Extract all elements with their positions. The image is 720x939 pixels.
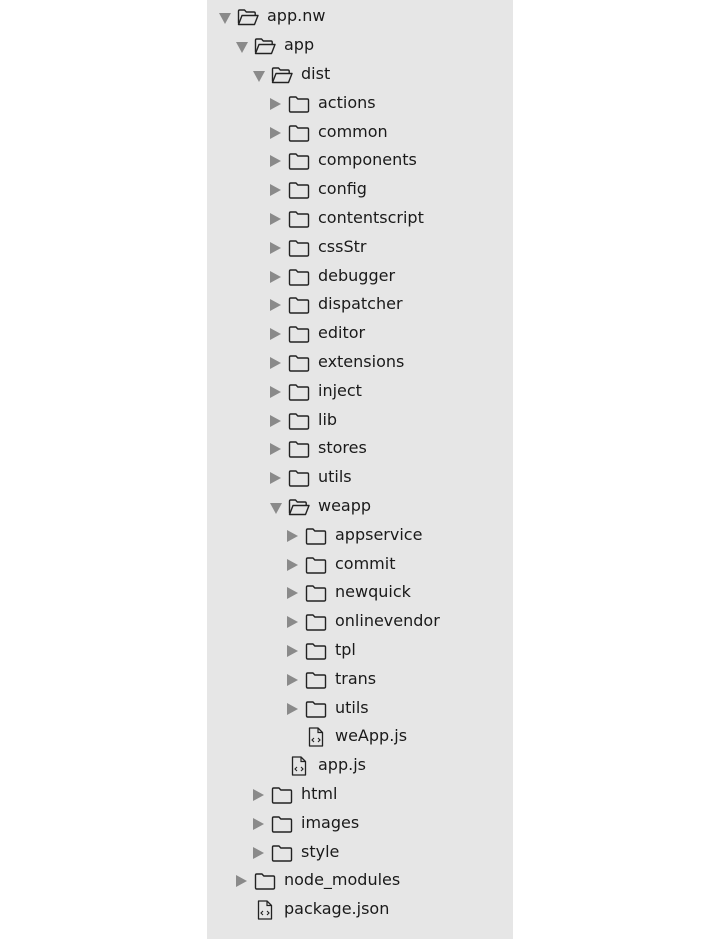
disclosure-collapsed-icon[interactable] <box>270 328 281 340</box>
disclosure-collapsed-icon[interactable] <box>270 98 281 110</box>
tree-item-label: images <box>301 812 360 832</box>
tree-folder-commit[interactable] <box>207 550 513 579</box>
tree-folder-editor[interactable] <box>207 320 513 349</box>
tree-file-app-js[interactable] <box>207 752 513 781</box>
tree-item-label: weapp <box>318 495 372 515</box>
disclosure-collapsed-icon[interactable] <box>270 443 281 455</box>
tree-folder-dispatcher[interactable] <box>207 291 513 320</box>
folder-icon <box>254 872 276 890</box>
disclosure-collapsed-icon[interactable] <box>270 299 281 311</box>
disclosure-collapsed-icon[interactable] <box>270 415 281 427</box>
disclosure-collapsed-icon[interactable] <box>270 386 281 398</box>
folder-icon <box>288 440 310 458</box>
disclosure-collapsed-icon[interactable] <box>287 530 298 542</box>
folder-icon <box>305 700 327 718</box>
tree-folder-contentscript[interactable] <box>207 205 513 234</box>
disclosure-collapsed-icon[interactable] <box>287 587 298 599</box>
tree-folder-appservice[interactable] <box>207 521 513 550</box>
tree-item-label: components <box>318 150 417 170</box>
disclosure-expanded-icon[interactable] <box>236 42 248 53</box>
tree-folder-app[interactable] <box>207 32 513 61</box>
disclosure-collapsed-icon[interactable] <box>270 184 281 196</box>
tree-item-label: config <box>318 179 367 199</box>
folder-icon <box>305 556 327 574</box>
disclosure-collapsed-icon[interactable] <box>270 242 281 254</box>
disclosure-collapsed-icon[interactable] <box>253 847 264 859</box>
folder-open-icon <box>254 37 276 55</box>
tree-item-label: utils <box>335 697 369 717</box>
folder-open-icon <box>288 498 310 516</box>
tree-folder-actions[interactable] <box>207 89 513 118</box>
folder-icon <box>288 181 310 199</box>
tree-folder-html[interactable] <box>207 781 513 810</box>
file-tree <box>207 3 513 925</box>
tree-item-label: weApp.js <box>335 726 408 746</box>
tree-folder-trans[interactable] <box>207 665 513 694</box>
tree-folder-images[interactable] <box>207 809 513 838</box>
tree-folder-newquick[interactable] <box>207 579 513 608</box>
tree-item-label: style <box>301 841 340 861</box>
folder-icon <box>288 296 310 314</box>
tree-item-label: trans <box>335 668 377 688</box>
tree-item-label: dist <box>301 63 331 83</box>
tree-folder-app-nw[interactable] <box>207 3 513 32</box>
tree-item-label: app.js <box>318 755 366 775</box>
tree-folder-lib[interactable] <box>207 406 513 435</box>
tree-folder-style[interactable] <box>207 838 513 867</box>
disclosure-expanded-icon[interactable] <box>253 71 265 82</box>
folder-icon <box>288 469 310 487</box>
folder-icon <box>288 354 310 372</box>
tree-folder-utils[interactable] <box>207 694 513 723</box>
tree-folder-stores[interactable] <box>207 435 513 464</box>
tree-item-label: dispatcher <box>318 294 403 314</box>
tree-folder-onlinevendor[interactable] <box>207 608 513 637</box>
disclosure-collapsed-icon[interactable] <box>270 155 281 167</box>
folder-icon <box>271 786 293 804</box>
tree-folder-dist[interactable] <box>207 61 513 90</box>
tree-folder-utils[interactable] <box>207 464 513 493</box>
tree-item-label: lib <box>318 409 338 429</box>
folder-icon <box>305 584 327 602</box>
tree-folder-node-modules[interactable] <box>207 867 513 896</box>
tree-item-label: inject <box>318 380 362 400</box>
tree-folder-extensions[interactable] <box>207 349 513 378</box>
folder-icon <box>271 815 293 833</box>
tree-folder-components[interactable] <box>207 147 513 176</box>
tree-item-label: actions <box>318 92 376 112</box>
tree-item-label: utils <box>318 467 352 487</box>
folder-icon <box>288 152 310 170</box>
folder-icon <box>288 239 310 257</box>
disclosure-collapsed-icon[interactable] <box>253 818 264 830</box>
folder-icon <box>288 325 310 343</box>
tree-item-label: tpl <box>335 639 356 659</box>
tree-item-label: common <box>318 121 388 141</box>
js-file-icon <box>257 900 273 920</box>
js-file-icon <box>308 727 324 747</box>
tree-folder-config[interactable] <box>207 176 513 205</box>
tree-folder-weapp[interactable] <box>207 493 513 522</box>
disclosure-collapsed-icon[interactable] <box>270 357 281 369</box>
tree-item-label: stores <box>318 438 367 458</box>
folder-open-icon <box>271 66 293 84</box>
tree-item-label: onlinevendor <box>335 611 440 631</box>
tree-folder-inject[interactable] <box>207 377 513 406</box>
disclosure-collapsed-icon[interactable] <box>287 645 298 657</box>
disclosure-collapsed-icon[interactable] <box>287 559 298 571</box>
tree-folder-cssstr[interactable] <box>207 233 513 262</box>
tree-file-package-json[interactable] <box>207 896 513 925</box>
disclosure-expanded-icon[interactable] <box>270 503 282 514</box>
disclosure-collapsed-icon[interactable] <box>253 789 264 801</box>
tree-folder-debugger[interactable] <box>207 262 513 291</box>
tree-item-label: app <box>284 35 315 55</box>
tree-item-label: commit <box>335 553 396 573</box>
tree-item-label: contentscript <box>318 207 424 227</box>
folder-icon <box>288 210 310 228</box>
folder-icon <box>288 95 310 113</box>
disclosure-collapsed-icon[interactable] <box>287 616 298 628</box>
folder-icon <box>271 844 293 862</box>
disclosure-collapsed-icon[interactable] <box>270 271 281 283</box>
tree-item-label: app.nw <box>267 6 326 26</box>
disclosure-collapsed-icon[interactable] <box>236 875 247 887</box>
folder-icon <box>288 383 310 401</box>
folder-icon <box>305 527 327 545</box>
folder-icon <box>305 671 327 689</box>
tree-item-label: appservice <box>335 524 423 544</box>
tree-item-label: node_modules <box>284 870 401 890</box>
file-tree-panel <box>207 0 513 939</box>
folder-icon <box>288 412 310 430</box>
tree-item-label: package.json <box>284 899 390 919</box>
disclosure-collapsed-icon[interactable] <box>270 472 281 484</box>
folder-icon <box>305 613 327 631</box>
folder-open-icon <box>237 8 259 26</box>
tree-item-label: html <box>301 783 338 803</box>
folder-icon <box>288 124 310 142</box>
folder-icon <box>288 268 310 286</box>
js-file-icon <box>291 756 307 776</box>
disclosure-expanded-icon[interactable] <box>219 13 231 24</box>
tree-item-label: extensions <box>318 351 405 371</box>
tree-folder-tpl[interactable] <box>207 637 513 666</box>
disclosure-collapsed-icon[interactable] <box>287 674 298 686</box>
tree-item-label: newquick <box>335 582 411 602</box>
tree-item-label: debugger <box>318 265 396 285</box>
tree-file-weapp-js[interactable] <box>207 723 513 752</box>
tree-folder-common[interactable] <box>207 118 513 147</box>
folder-icon <box>305 642 327 660</box>
disclosure-collapsed-icon[interactable] <box>287 703 298 715</box>
tree-item-label: cssStr <box>318 236 367 256</box>
tree-item-label: editor <box>318 323 366 343</box>
disclosure-collapsed-icon[interactable] <box>270 127 281 139</box>
disclosure-collapsed-icon[interactable] <box>270 213 281 225</box>
